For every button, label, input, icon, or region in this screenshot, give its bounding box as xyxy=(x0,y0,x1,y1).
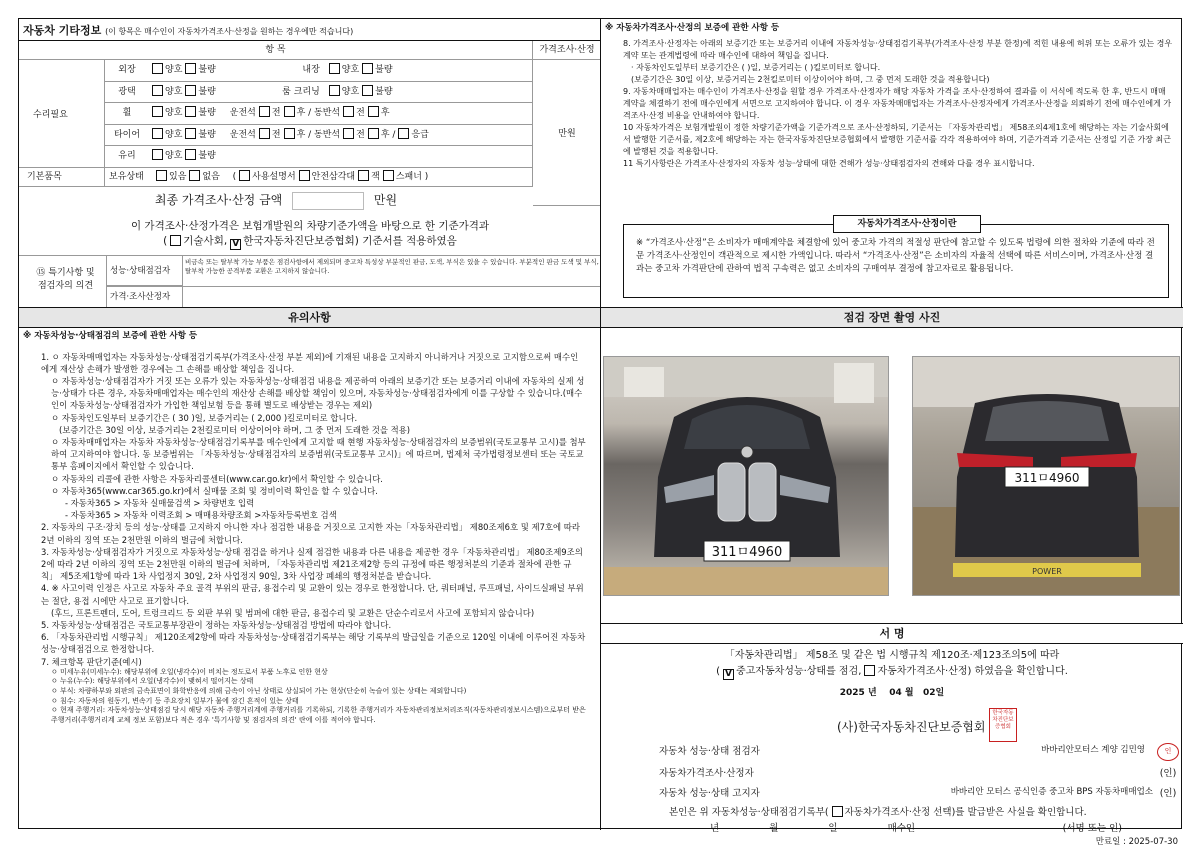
note-item: 1. ㅇ 자동차매매업자는 자동차성능·상태점검기록부(가격조사·산정 부분 제외)에 기재된 내용을 고지하지 아니하거나 거짓으로 고지함으로써 매수인에게 재산상 손해가 발생한 경우에는 그 손해를 배상할 책임을 집니다. xyxy=(41,351,579,374)
warranty-item: 11 특기사항란은 가격조사·산정자의 자동차 성능·상태에 대한 견해가 성능·상태점검자의 견해와 다를 경우 표시합니다. xyxy=(623,158,1035,168)
note-item: - 자동차365 > 자동차 실매물검색 > 차량번호 입력 xyxy=(65,497,255,508)
option-label: 후 / 동반석 xyxy=(296,129,341,140)
option-label: 후 xyxy=(380,108,390,119)
note-item: 6. 「자동차관리법 시행규칙」 제120조제2항에 따라 자동차성능·상태점검기록부는 해당 기록부의 발급일을 기준으로 120일 이내에 이루어진 자동차 성능·상태점검으로 한정합니다. xyxy=(41,632,586,655)
basis-text xyxy=(19,219,601,250)
note-item: (후드, 프론트펜더, 도어, 트렁크리드 등 외판 부위 및 범퍼에 대한 판금, 용접수리 및 교환은 단순수리로서 사고에 포함되지 않습니다) xyxy=(51,607,535,618)
checkbox[interactable] xyxy=(362,85,373,96)
checkbox[interactable] xyxy=(383,170,394,181)
checkbox-price[interactable] xyxy=(864,665,875,676)
checkbox[interactable] xyxy=(185,106,196,117)
price-header: 가격조사·산정 xyxy=(533,41,601,60)
front-car-image xyxy=(604,357,889,596)
front-car-photo xyxy=(603,356,889,596)
warranty-list xyxy=(601,38,1183,170)
checkbox[interactable] xyxy=(358,170,369,181)
notes-sub: ※ 자동차성능·상태점검의 보증에 관한 사항 등 xyxy=(23,331,198,341)
row-label: 타이어 xyxy=(113,129,141,140)
notifier-seal: (인) xyxy=(1159,788,1177,799)
note-item: 3. 자동차성능·상태점검자가 거짓으로 자동차성능·상태 점검을 하거나 실제 점검한 내용과 다른 내용을 제공한 경우「자동차관리법」 제80조제9조의2에 따라 2년 이하의 징역 또는 2천만원 이하의 벌금에 처하며, 「자동차관리법 제21조제2항 등의 규정에 따른 행정처분의 기준과 절차에 관한 규칙」 제5조제1항에 따라 1차 사업정지 30일, 2차 사업정지 90일, 3차 사업장 폐쇄의 행정처분을 받습니다. xyxy=(41,546,583,582)
checkbox[interactable] xyxy=(185,63,196,74)
etc-note: (이 항목은 매수인이 자동차가격조사·산정을 원하는 경우에만 적습니다) xyxy=(105,27,354,36)
basic-label: 기본품목 xyxy=(19,168,105,187)
date-unit: 월 xyxy=(904,688,914,698)
option-label: 불량 xyxy=(198,108,216,119)
basic-row xyxy=(105,168,533,187)
basis-line1: 이 가격조사·산정가격은 보험개발원의 차량기준가액을 바탕으로 한 기준가격과 xyxy=(130,220,490,232)
rear-plate-text: 311ㅁ4960 xyxy=(1014,471,1080,485)
org-stamp: 한국자동차진단보증협회 xyxy=(989,708,1017,742)
etc-header xyxy=(19,19,600,41)
note-item: ㅇ 자동차성능·상태점검자가 거짓 또는 오류가 있는 자동차성능·상태점검 내용을 제공하여 아래의 보증기간 또는 보증거리 이내에 자동차의 실제 성능·상태가 다른 경우, 자동차매매업자는 매수인의 재산상 손해를 배상할 책임이 있으며, 자동차성능·상태점검자에게 이를 구상할 수 있습니다.(매수인이 자동차성능·상태점검자가 가입한 책임보험 등을 통해 별도로 배상받는 경우는 제외) xyxy=(51,375,585,411)
paren: ( xyxy=(163,235,168,247)
note-item: ㅇ 자동차365(www.car365.go.kr)에서 실매물 조회 및 정비이력 확인을 할 수 있습니다. xyxy=(51,485,378,496)
date-year: 2025 xyxy=(839,688,865,698)
row-label: 광택 xyxy=(118,86,136,97)
signature-section xyxy=(601,623,1183,830)
row-label: 유리 xyxy=(118,151,136,162)
item-header: 항 목 xyxy=(19,41,533,60)
box-text: ※ “가격조사·산정”은 소비자가 매매계약을 체결함에 있어 중고차 가격의 적절성 판단에 참고할 수 있도록 법령에 의한 절차와 기준에 따라 전문 가격조사·산정인이 객관적으로 제시한 가액입니다. 따라서 “가격조사·산정”은 소비자의 자율적 선택에 따른 서비스이며, 가격조사·산정 결과는 중고차 가격판단에 관하여 법적 구속력은 없고 소비자의 구매여부 결정에 참고자료로 활용됩니다. xyxy=(623,224,1169,298)
etc-title: 자동차 기타정보 xyxy=(23,24,102,37)
option-label: 양호 xyxy=(165,108,183,119)
special-label xyxy=(19,256,107,307)
checkbox[interactable] xyxy=(398,128,409,139)
buyer-day-unit: 일 xyxy=(828,823,838,834)
date-unit: 일 xyxy=(935,688,945,698)
checkbox[interactable] xyxy=(152,63,163,74)
photos-title: 점검 장면 촬영 사진 xyxy=(601,308,1183,328)
repair-row xyxy=(105,103,533,125)
warranty-item: (보증기간은 30일 이상, 보증거리는 2천킬로미터 이상이어야 하며, 그 중 먼저 도래한 것을 적용합니다) xyxy=(631,74,990,84)
expire-date: 만료일 : 2025-07-30 xyxy=(1095,837,1178,847)
option-label: 전 xyxy=(271,129,281,140)
document-frame xyxy=(18,18,1182,829)
checkbox[interactable] xyxy=(185,149,196,160)
confirm-b: 자동차가격조사·산정 선택)를 발급받은 사실을 확인합니다. xyxy=(844,807,1087,818)
box-title: 자동차가격조사·산정이란 xyxy=(833,215,981,233)
option-label: 불량 xyxy=(198,151,216,162)
option-label: 있음 xyxy=(169,172,187,182)
sign-row-notifier xyxy=(659,785,1179,799)
checkbox[interactable] xyxy=(284,106,295,117)
notes-title: 유의사항 xyxy=(19,308,600,328)
etc-info-section xyxy=(19,19,601,307)
note-item: ㅇ 자동차의 리콜에 관한 사항은 자동차리콜센터(www.car.go.kr)에서 확인할 수 있습니다. xyxy=(51,473,383,484)
notes-list xyxy=(19,345,600,726)
checkbox[interactable] xyxy=(329,63,340,74)
option-label: 전 xyxy=(271,108,281,119)
option-label: 후 / 동반석 xyxy=(296,108,341,119)
note-item: ㅇ 자동차매매업자는 자동차 자동차성능·상태점검기록부를 매수인에게 고지할 때 현행 자동차성능·상태점검자의 보증범위(국토교통부 고시)를 첨부하여 고지하여야 합니다. 동 보증범위는 「자동차성능·상태점검자의 보증범위(국토교통부 고시)」에 따르며, 법제처 국가법령정보센터 또는 국토교통부 홈페이지에서 확인할 수 있습니다. xyxy=(51,436,586,472)
checkbox[interactable] xyxy=(259,128,270,139)
final-price-label: 최종 가격조사·산정 금액 xyxy=(154,193,283,207)
option-label: 양호 xyxy=(165,86,183,97)
option-label: 안전삼각대 xyxy=(311,172,356,182)
criteria-item: ㅇ 미세누유(미세누수): 해당부위에 오일(냉각수)이 비치는 정도로서 부품 노후로 인한 현상 xyxy=(51,667,328,676)
option-label: 불량 xyxy=(198,86,216,97)
sign-date xyxy=(601,685,1183,698)
lift-label: POWER xyxy=(1032,567,1062,576)
row-label: 휠 xyxy=(122,108,132,119)
final-price-row xyxy=(19,191,533,210)
option-label: 양호 xyxy=(341,86,360,97)
buyer-year-unit: 년 xyxy=(710,823,720,834)
sign-confirm xyxy=(669,804,1087,818)
option-label: 사용설명서 xyxy=(252,172,296,182)
basic-status-label: 보유상태 xyxy=(109,172,144,182)
checkbox[interactable] xyxy=(152,128,163,139)
criteria-item: ㅇ 침수: 자동차의 원동기, 변속기 등 주요장치 일부가 물에 잠긴 흔적이 있는 상태 xyxy=(51,696,299,705)
note-item: ㅇ 자동차인도일부터 보증기간은 ( 30 )일, 보증거리는 ( 2,000 )킬로미터로 합니다. xyxy=(51,412,358,423)
option-label: 전 xyxy=(356,108,365,119)
checkbox[interactable] xyxy=(259,106,270,117)
checkbox[interactable] xyxy=(299,170,310,181)
checkbox-confirm-price[interactable] xyxy=(832,806,843,817)
price-unit: 만원 xyxy=(533,60,601,206)
checkbox[interactable] xyxy=(343,128,354,139)
inspector-name: 바바리안모터스 계양 김민영 xyxy=(1041,745,1145,755)
checkbox[interactable] xyxy=(152,149,163,160)
option-label: 응급 xyxy=(411,129,429,140)
repair-row xyxy=(105,60,533,82)
option-label: 양호 xyxy=(341,65,360,75)
buyer-row xyxy=(600,820,1180,834)
paren: ( xyxy=(232,172,237,182)
notifier-name: 바바리안 모터스 공식인증 중고차 BPS 자동차매매업소 xyxy=(950,787,1153,797)
final-price-input[interactable] xyxy=(292,192,364,210)
buyer-month-unit: 월 xyxy=(769,823,779,834)
final-price-unit: 만원 xyxy=(373,193,398,207)
checkbox-assoc[interactable]: V xyxy=(230,239,241,250)
checkbox[interactable] xyxy=(329,85,340,96)
checkbox[interactable] xyxy=(185,128,196,139)
checkbox[interactable] xyxy=(343,106,354,117)
option-label: 불량 xyxy=(198,129,216,140)
option-label: 불량 xyxy=(375,65,393,75)
note-item: 4. ※ 사고이력 인정은 사고로 자동차 주요 골격 부위의 판금, 용접수리 및 교환이 있는 경우로 한정합니다. 단, 쿼터패널, 루프패널, 사이드실패널 부위는 절단, 용접 시에만 사고로 표기합니다. xyxy=(41,583,584,606)
criteria-item: ㅇ 부식: 차량하부와 외판의 금속표면이 화학반응에 의해 금속이 아닌 상태로 상실되어 가는 현상(단순히 녹슬어 있는 상태는 제외합니다) xyxy=(51,686,467,695)
repair-label: 수리필요 xyxy=(19,60,105,168)
warranty-section xyxy=(601,19,1183,307)
checkbox[interactable] xyxy=(284,128,295,139)
row-sub-label: 운전석 xyxy=(229,108,256,119)
note-item: (보증기간은 30일 이상, 보증거리는 2천킬로미터 이상이어야 하며, 그 중 먼저 도래한 것을 적용) xyxy=(59,424,411,435)
date-unit: 년 xyxy=(867,688,877,698)
special-label-2: 점검자의 의견 xyxy=(37,281,94,291)
option-label: 불량 xyxy=(198,65,216,75)
law-option-1: 중고자동차성능·상태를 점검, xyxy=(735,666,862,677)
sign-row-inspector xyxy=(659,743,1179,761)
warranty-item: · 자동차인도일부터 보증기간은 ( )일, 보증거리는 ( )킬로미터로 합니다. xyxy=(631,62,881,72)
checkbox[interactable] xyxy=(152,106,163,117)
warranty-title: ※ 자동차가격조사·산정의 보증에 관한 사항 등 xyxy=(605,23,780,33)
inspector-seal: 인 xyxy=(1157,743,1179,761)
repair-row xyxy=(105,125,533,147)
checkbox-tech[interactable] xyxy=(170,235,181,246)
front-plate-text: 311ㅁ4960 xyxy=(711,545,783,560)
date-month: 04 xyxy=(889,688,902,698)
paren: ( xyxy=(716,666,720,677)
confirm-a: 본인은 위 자동차성능·상태점검기록부( xyxy=(669,807,829,818)
warranty-item: 9. 자동차매매업자는 매수인이 가격조사·산정을 원할 경우 가격조사·산정자가 해당 자동차 가격을 조사·산정하여 결과를 이 서식에 적도록 한 후, 반드시 매매계약을 체결하기 전에 매수인에게 서면으로 고지하여야 합니다. 이 경우 자동차매매업자는 가격조사·산정자에게 가격조사·산정을 의뢰하기 전에 매수인에게 가격조사·산정 비용을 안내하여야 합니다. xyxy=(623,86,1172,120)
sign-law xyxy=(601,648,1183,680)
sign-title: 서 명 xyxy=(601,624,1183,644)
sign-law-line1: 「자동차관리법」 제58조 및 같은 법 시행규칙 제120조·제123조의5에 따라 xyxy=(724,650,1060,661)
option-label: 양호 xyxy=(165,129,183,140)
option-label: 스패너 ) xyxy=(395,172,429,182)
row-label: 룸 크리닝 xyxy=(282,86,320,97)
warranty-item: 10 자동차가격은 보험개발원이 정한 차량기준가액을 기준가격으로 조사·산정하되, 기준서는 「자동차관리법」 제58조의4제1호에 해당하는 자는 기술사회에서 발행한 기준서를, 제2호에 해당하는 자는 한국자동차진단보증협회에서 발행한 기준서를 각각 적용하여야 하며, 기준가격과 기준서는 산정일 기준 가장 최근에 발행된 것을 적용합니다. xyxy=(623,122,1171,156)
buyer-sign: (서명 또는 인) xyxy=(1062,823,1122,834)
checkbox[interactable] xyxy=(368,128,379,139)
repair-row xyxy=(105,82,533,104)
checkbox[interactable] xyxy=(368,106,379,117)
basis-tech: 기술사회, xyxy=(183,235,228,247)
warranty-item: 8. 가격조사·산정자는 아래의 보증기간 또는 보증거리 이내에 자동차성능·상태점검기록부(가격조사·산정 부분 한정)에 적힌 내용에 허위 또는 오류가 있는 경우 계약 또는 관계법령에 따라 매수인에 대하여 책임을 집니다. xyxy=(623,38,1173,60)
rear-car-image xyxy=(913,357,1180,596)
price-checker-label: 가격·조사산정자 xyxy=(107,286,183,307)
note-item: - 자동차365 > 자동차 이력조회 > 매매용차량조회 >자동차등록번호 검색 xyxy=(65,510,337,521)
checkbox[interactable] xyxy=(189,170,200,181)
inspector-label: 자동차 성능·상태 점검자 xyxy=(659,746,760,757)
price-checker-sign-label: 자동차가격조사·산정자 xyxy=(659,768,754,779)
criteria-item: ㅇ 현재 주행거리: 자동차성능·상태점검 당시 해당 자동차 주행거리계에 주행거리를 기록하되, 기록한 주행거리가 자동차관리정보처리조직(자동차관리정보시스템)으로부터 받은 주행거리(주행거리계 교체 정보 포함)보다 적은 경우 '특기사항 및 점검자의 의견' 란에 이를 적어야 합니다. xyxy=(51,706,586,724)
note-item: 7. 체크항목 판단기준(예시) xyxy=(41,656,142,667)
note-item: 5. 자동차성능·상태점검은 국토교통부장관이 정하는 자동차성능·상태점검 방법에 따라야 합니다. xyxy=(41,619,392,630)
option-label: 후 / xyxy=(380,129,396,140)
photos-section xyxy=(601,308,1183,623)
option-label: 양호 xyxy=(165,65,183,75)
row-label: 내장 xyxy=(302,65,320,75)
checkbox[interactable] xyxy=(152,85,163,96)
perf-text: 비금속 또는 탈부착 가능 부품은 점검사항에서 제외되며 중고차 특성상 부분적인 판금, 도색, 부식은 있을 수 있습니다. 부분적인 판금 도색 및 부식, 탈부착 가능한 공격부품 교환은 고지하지 않습니다. xyxy=(185,258,599,275)
checkbox-performance[interactable]: V xyxy=(723,669,734,680)
checkbox[interactable] xyxy=(185,85,196,96)
checkbox[interactable] xyxy=(362,63,373,74)
price-checker-seal: (인) xyxy=(1159,768,1177,779)
notes-section xyxy=(19,308,601,830)
criteria-list xyxy=(41,668,586,726)
option-label: 잭 xyxy=(371,172,380,182)
sign-row-price xyxy=(659,765,1179,779)
note-item: 2. 자동차의 구조·장치 등의 성능·상태를 고지하지 아니한 자나 점검한 내용을 거짓으로 고지한 자는「자동차관리법」 제80조제6호 및 제7호에 따라 2년 이하의 징역 또는 2천만원 이하의 벌금에 처합니다. xyxy=(41,522,580,545)
perf-label: 성능·상태점검자 xyxy=(107,256,183,286)
rear-car-photo xyxy=(912,356,1180,596)
option-label: 전 xyxy=(356,129,365,140)
special-section xyxy=(19,255,601,307)
criteria-item: ㅇ 누유(누수): 해당부위에서 오일(냉각수)이 맺혀서 떨어지는 상태 xyxy=(51,677,254,686)
option-label: 없음 xyxy=(202,172,220,182)
notifier-label: 자동차 성능·상태 고지자 xyxy=(659,788,760,799)
buyer-label: 매수인 xyxy=(887,823,916,834)
option-label: 불량 xyxy=(375,86,393,97)
row-sub-label: 운전석 xyxy=(229,129,256,140)
row-label: 외장 xyxy=(118,65,136,75)
option-label: 양호 xyxy=(165,151,183,162)
basis-assoc: 한국자동차진단보증협회) 기준서를 적용하였음 xyxy=(243,235,457,247)
repair-row xyxy=(105,146,533,168)
sign-org: (사)한국자동차진단보증협회 xyxy=(837,720,986,734)
checkbox[interactable] xyxy=(239,170,250,181)
date-day: 02 xyxy=(923,688,936,698)
special-label-1: ⑮ 특기사항 및 xyxy=(36,268,95,278)
law-option-2: 자동차가격조사·산정) 하였음을 확인합니다. xyxy=(877,666,1068,677)
checkbox[interactable] xyxy=(156,170,167,181)
